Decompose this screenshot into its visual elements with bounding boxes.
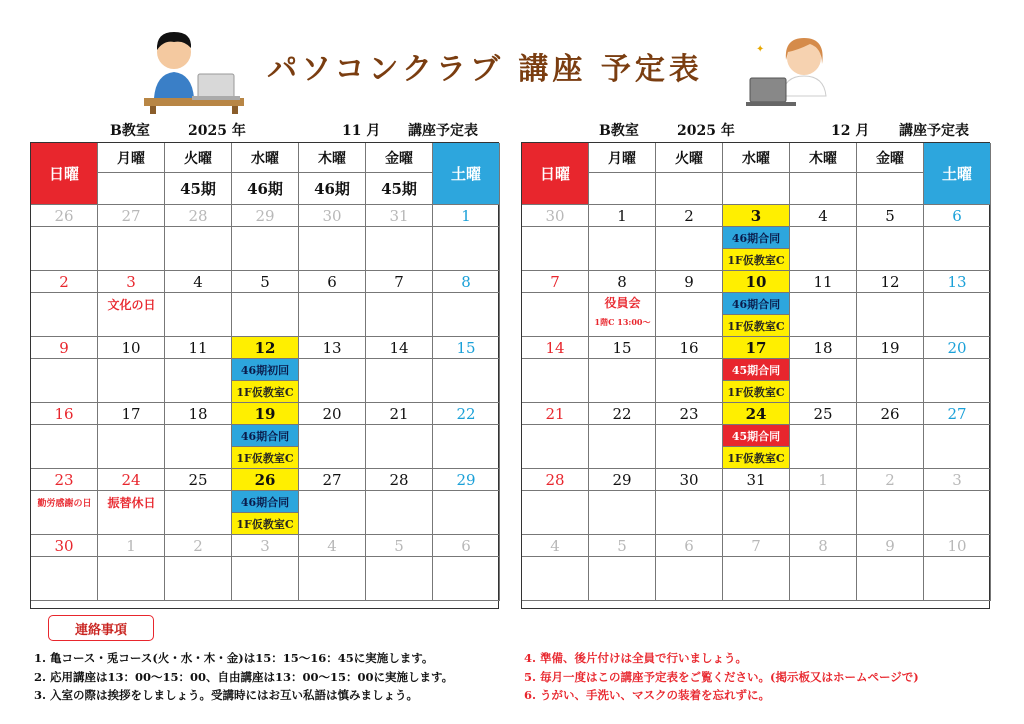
day-cell [165,227,232,271]
day-cell [656,557,723,601]
day-number: 30 [522,205,589,227]
event-location: 1F仮教室C [723,315,790,337]
event-label: 46期初回 [232,359,299,381]
day-cell [656,425,723,469]
day-cell [522,359,589,403]
day-cell [790,557,857,601]
boy-with-laptop-illustration [140,22,250,114]
november-calendar [30,142,499,609]
day-cell [299,227,366,271]
day-cell [790,359,857,403]
weekday-saturday: 土曜 [433,143,500,205]
day-number: 7 [522,271,589,293]
day-cell [857,557,924,601]
day-number: 17 [98,403,165,425]
day-number: 3 [98,271,165,293]
day-number: 16 [31,403,98,425]
day-number: 10 [98,337,165,359]
day-number: 30 [656,469,723,491]
event-location: 1F仮教室C [232,513,299,535]
event-label: 46期合同 [232,491,299,513]
day-number: 13 [299,337,366,359]
event-label: 45期合同 [723,359,790,381]
day-cell [31,557,98,601]
period-cell [656,173,723,205]
day-cell [98,557,165,601]
day-cell [924,293,991,337]
event-label: 46期合同 [723,293,790,315]
day-cell [522,491,589,535]
day-cell [924,491,991,535]
event-label: 46期合同 [723,227,790,249]
weekday-saturday: 土曜 [924,143,991,205]
day-cell [366,293,433,337]
day-cell [589,425,656,469]
day-cell [522,293,589,337]
day-cell [433,293,500,337]
day-number: 21 [366,403,433,425]
weekday-header: 木曜 [299,143,366,173]
day-number: 23 [656,403,723,425]
day-number: 30 [299,205,366,227]
period-cell: 46期 [232,173,299,205]
contact-item: 5. 毎月一度はこの講座予定表をご覧ください。(掲示板又はホームページで) [524,670,919,684]
day-number: 18 [165,403,232,425]
day-cell [790,293,857,337]
day-cell [299,425,366,469]
day-cell [98,227,165,271]
day-number: 6 [299,271,366,293]
day-number: 29 [232,205,299,227]
day-number: 28 [165,205,232,227]
day-number: 25 [165,469,232,491]
page-title: パソコンクラブ 講座 予定表 [267,52,703,87]
day-cell [366,425,433,469]
day-cell [31,227,98,271]
day-cell [723,491,790,535]
day-cell [165,359,232,403]
event-location: 1F仮教室C [232,447,299,469]
day-number: 20 [924,337,991,359]
day-number: 5 [857,205,924,227]
woman-with-laptop-illustration [742,30,832,112]
december-room: B教室 [599,123,639,139]
day-number: 2 [857,469,924,491]
day-number: 11 [165,337,232,359]
day-number: 17 [723,337,790,359]
day-number: 14 [522,337,589,359]
weekday-header: 火曜 [165,143,232,173]
weekday-header: 月曜 [589,143,656,173]
day-number: 23 [31,469,98,491]
day-cell [366,491,433,535]
day-cell [522,227,589,271]
event-label: 46期合同 [232,425,299,447]
day-number: 29 [433,469,500,491]
day-number: 27 [924,403,991,425]
holiday-note: 勤労感謝の日 [37,498,92,509]
period-cell [790,173,857,205]
day-cell [924,227,991,271]
day-number: 15 [589,337,656,359]
event-location: 1F仮教室C [723,249,790,271]
weekday-header: 水曜 [723,143,790,173]
day-number: 7 [366,271,433,293]
day-number: 12 [232,337,299,359]
day-number: 3 [924,469,991,491]
day-number: 29 [589,469,656,491]
period-cell [589,173,656,205]
december-label: 講座予定表 [899,123,969,139]
day-cell [433,425,500,469]
day-number: 19 [857,337,924,359]
day-cell [165,425,232,469]
day-cell [31,293,98,337]
weekday-header: 金曜 [366,143,433,173]
day-cell [98,425,165,469]
day-cell [165,557,232,601]
day-number: 21 [522,403,589,425]
day-cell [98,359,165,403]
day-cell [589,557,656,601]
day-cell [366,557,433,601]
day-number: 26 [857,403,924,425]
day-number: 9 [857,535,924,557]
day-number: 12 [857,271,924,293]
december-year: 2025 年 [677,123,735,139]
day-number: 28 [366,469,433,491]
event-location: 1F仮教室C [723,381,790,403]
day-cell [857,293,924,337]
day-number: 22 [589,403,656,425]
day-cell [723,557,790,601]
svg-text:✦: ✦ [756,44,765,55]
day-number: 4 [165,271,232,293]
period-cell [857,173,924,205]
day-number: 6 [433,535,500,557]
period-cell [98,173,165,205]
day-cell [589,227,656,271]
day-cell [31,425,98,469]
day-number: 20 [299,403,366,425]
contact-item: 1. 亀コース・兎コース(火・水・木・金)は15：15～16：45に実施します。 [34,651,434,665]
day-number: 18 [790,337,857,359]
day-number: 11 [790,271,857,293]
november-month: 11 月 [342,123,381,139]
day-number: 5 [589,535,656,557]
december-month: 12 月 [831,123,870,139]
day-cell [299,359,366,403]
period-cell: 45期 [165,173,232,205]
day-cell [589,359,656,403]
event-location: 1F仮教室C [232,381,299,403]
day-cell [924,557,991,601]
day-number: 1 [589,205,656,227]
weekday-header: 木曜 [790,143,857,173]
day-number: 10 [924,535,991,557]
day-number: 26 [232,469,299,491]
day-cell [656,359,723,403]
day-number: 6 [656,535,723,557]
day-cell [857,359,924,403]
day-number: 25 [790,403,857,425]
day-number: 22 [433,403,500,425]
day-number: 8 [790,535,857,557]
day-number: 9 [656,271,723,293]
day-cell [299,557,366,601]
day-number: 8 [433,271,500,293]
day-number: 26 [31,205,98,227]
december-header [521,120,990,140]
day-cell [522,557,589,601]
day-number: 30 [31,535,98,557]
day-cell [232,227,299,271]
day-number: 31 [723,469,790,491]
day-cell [366,359,433,403]
meeting-note: 1階C 13:00～ [594,316,651,327]
contact-item: 3. 入室の際は挨拶をしましょう。受講時にはお互い私語は慎みましょう。 [34,688,419,702]
event-location: 1F仮教室C [723,447,790,469]
december-calendar [521,142,990,609]
day-cell [790,425,857,469]
november-label: 講座予定表 [408,123,478,139]
day-number: 3 [232,535,299,557]
day-number: 19 [232,403,299,425]
day-cell [656,227,723,271]
period-cell: 45期 [366,173,433,205]
day-cell [656,491,723,535]
day-cell [366,227,433,271]
day-number: 2 [31,271,98,293]
day-cell [165,293,232,337]
day-cell [656,293,723,337]
period-cell: 46期 [299,173,366,205]
day-number: 1 [790,469,857,491]
weekday-header: 金曜 [857,143,924,173]
day-number: 5 [366,535,433,557]
day-number: 4 [522,535,589,557]
day-cell [790,227,857,271]
holiday-note: 文化の日 [107,297,156,312]
contact-item: 6. うがい、手洗い、マスクの装着を忘れずに。 [524,688,771,702]
day-number: 1 [433,205,500,227]
day-number: 31 [366,205,433,227]
november-year: 2025 年 [188,123,246,139]
day-number: 28 [522,469,589,491]
contact-item: 4. 準備、後片付けは全員で行いましょう。 [524,651,748,665]
day-cell [790,491,857,535]
day-cell [924,425,991,469]
day-number: 24 [98,469,165,491]
day-number: 5 [232,271,299,293]
november-room: B教室 [110,123,150,139]
day-number: 6 [924,205,991,227]
contact-notes-label: 連絡事項 [48,615,154,641]
november-header [30,120,499,140]
day-number: 4 [299,535,366,557]
day-number: 4 [790,205,857,227]
day-number: 2 [656,205,723,227]
day-number: 14 [366,337,433,359]
weekday-sunday: 日曜 [522,143,589,205]
weekday-header: 水曜 [232,143,299,173]
day-number: 27 [299,469,366,491]
day-cell [433,359,500,403]
day-number: 13 [924,271,991,293]
day-cell [924,359,991,403]
contact-item: 2. 応用講座は13：00～15：00、自由講座は13：00～15：00に実施します。 [34,670,454,684]
day-cell [522,425,589,469]
day-cell [433,227,500,271]
day-number: 2 [165,535,232,557]
day-number: 15 [433,337,500,359]
day-cell [232,557,299,601]
day-number: 8 [589,271,656,293]
day-number: 27 [98,205,165,227]
period-cell [723,173,790,205]
meeting-note: 役員会 [604,295,641,310]
day-cell [299,293,366,337]
weekday-header: 火曜 [656,143,723,173]
day-cell [433,491,500,535]
day-number: 10 [723,271,790,293]
day-cell [299,491,366,535]
event-label: 45期合同 [723,425,790,447]
day-cell [165,491,232,535]
day-number: 1 [98,535,165,557]
day-cell [589,491,656,535]
day-cell [433,557,500,601]
day-number: 16 [656,337,723,359]
weekday-sunday: 日曜 [31,143,98,205]
day-cell [857,425,924,469]
day-number: 3 [723,205,790,227]
day-number: 7 [723,535,790,557]
day-cell [232,293,299,337]
holiday-note: 振替休日 [107,495,156,510]
weekday-header: 月曜 [98,143,165,173]
day-cell [31,359,98,403]
day-number: 24 [723,403,790,425]
day-cell [857,227,924,271]
day-number: 9 [31,337,98,359]
day-cell [857,491,924,535]
